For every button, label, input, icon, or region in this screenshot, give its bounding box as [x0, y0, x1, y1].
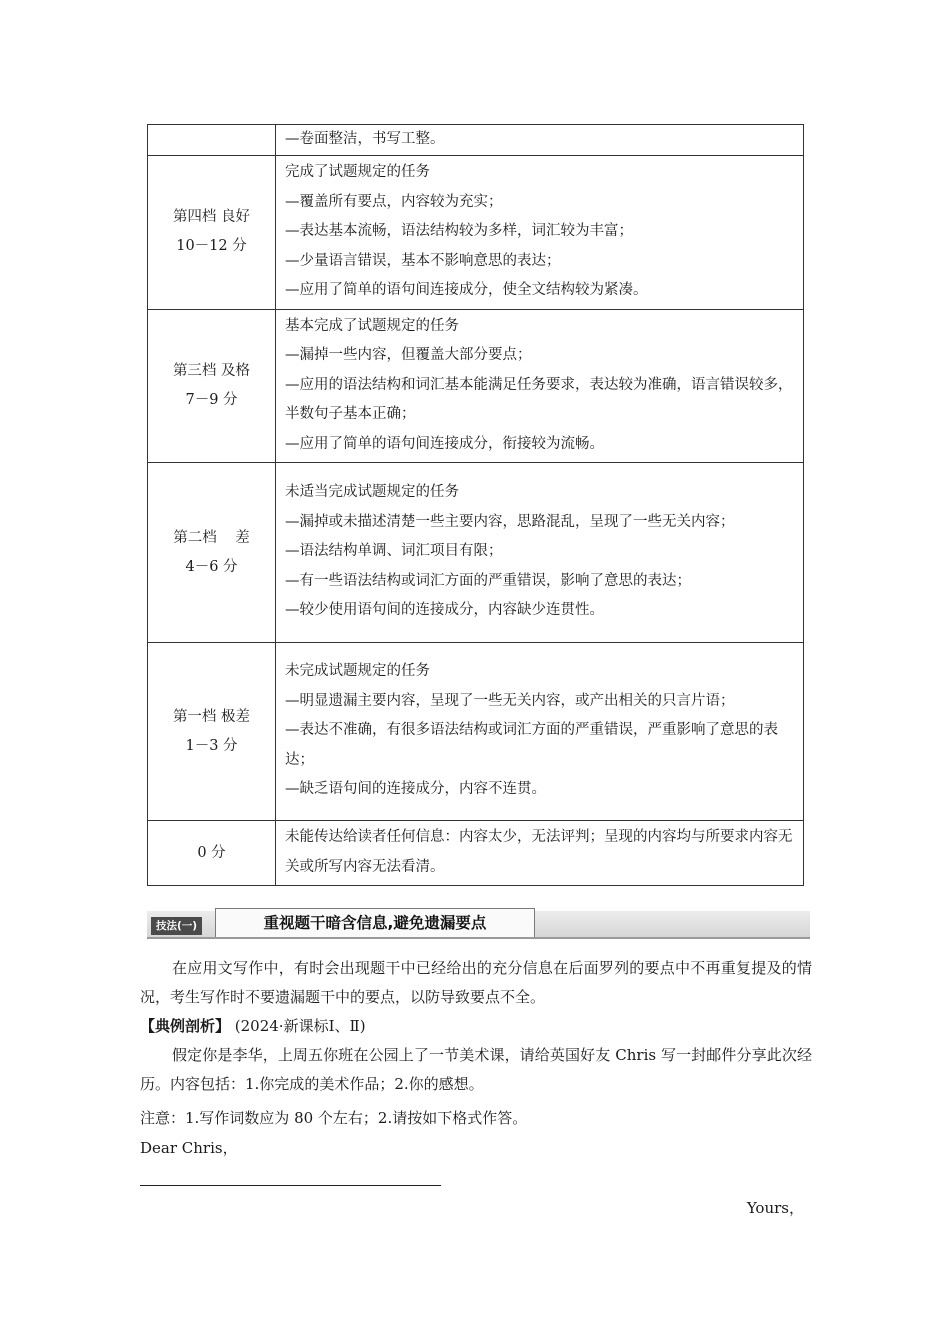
scoring-rubric-table	[147, 124, 804, 886]
rubric-line: —明显遗漏主要内容，呈现了一些无关内容，或产出相关的只言片语；	[285, 692, 735, 709]
rubric-level-cell	[148, 821, 276, 886]
example-source: (2024·新课标Ⅰ、Ⅱ)	[230, 1017, 366, 1035]
level-range: 4－6 分	[185, 558, 238, 575]
rubric-level-cell	[148, 463, 276, 643]
rubric-line: 完成了试题规定的任务	[285, 164, 430, 180]
rubric-row	[148, 643, 804, 821]
rubric-desc-cell	[276, 125, 804, 156]
section-banner	[147, 905, 810, 938]
rubric-line: —应用了简单的语句间连接成分，使全文结构较为紧凑。	[285, 282, 648, 298]
rubric-line: —表达基本流畅，语法结构较为多样，词汇较为丰富；	[285, 223, 633, 239]
rubric-level-cell	[148, 156, 276, 310]
rubric-row	[148, 156, 804, 310]
rubric-line: —缺乏语句间的连接成分，内容不连贯。	[285, 781, 546, 798]
rubric-line: —语法结构单调、词汇项目有限；	[285, 543, 503, 560]
level-range: 7－9 分	[185, 391, 238, 408]
rubric-line: 基本完成了试题规定的任务	[285, 317, 459, 334]
rubric-desc-cell	[276, 821, 804, 886]
rubric-line: —表达不准确，有很多语法结构或词汇方面的严重错误，严重影响了意思的表达；	[285, 722, 778, 768]
level-name: 第一档 极差	[172, 708, 251, 725]
rubric-level-cell	[148, 309, 276, 463]
rubric-row	[148, 821, 804, 886]
rubric-level-cell	[148, 125, 276, 156]
rubric-line: —有一些语法结构或词汇方面的严重错误，影响了意思的表达；	[285, 572, 691, 589]
rubric-desc-cell	[276, 643, 804, 821]
rubric-line: —少量语言错误，基本不影响意思的表达；	[285, 252, 561, 269]
level-name: 第二档 差	[173, 529, 250, 546]
rubric-row	[148, 309, 804, 463]
rubric-line: 未完成试题规定的任务	[285, 663, 430, 680]
level-name: 第三档 及格	[172, 362, 251, 379]
level-name: 第四档 良好	[172, 209, 251, 226]
level-name: 0 分	[197, 844, 226, 861]
rubric-line: —卷面整洁，书写工整。	[285, 131, 445, 148]
technique-tag: 技法(一)	[151, 917, 202, 935]
intro-paragraph: 在应用文写作中，有时会出现题干中已经给出的充分信息在后面罗列的要点中不再重复提及的情况，考生写作时不要遗漏题干中的要点，以防导致要点不全。	[140, 959, 812, 1006]
level-range: 1－3 分	[185, 737, 238, 754]
closing: Yours，	[746, 1199, 804, 1217]
rubric-line: —漏掉或未描述清楚一些主要内容，思路混乱，呈现了一些无关内容；	[285, 513, 735, 530]
rubric-line: —覆盖所有要点，内容较为充实；	[285, 193, 503, 210]
section-title: 重视题干暗含信息,避免遗漏要点	[215, 908, 535, 937]
example-heading	[140, 1012, 366, 1041]
rubric-level-cell	[148, 643, 276, 821]
level-range: 10－12 分	[176, 238, 247, 255]
rubric-row	[148, 125, 804, 156]
rubric-line: 未能传达给读者任何信息：内容太少，无法评判；呈现的内容均与所要求内容无关或所写内容无法看清。	[285, 829, 793, 875]
rubric-desc-cell	[276, 309, 804, 463]
rubric-line: —漏掉一些内容，但覆盖大部分要点；	[285, 347, 532, 363]
salutation: Dear Chris，	[140, 1139, 238, 1157]
writing-line	[140, 1185, 441, 1186]
rubric-line: —应用的语法结构和词汇基本能满足任务要求，表达较为准确，语言错误较多，半数句子基本正确；	[285, 376, 793, 422]
rubric-line: —较少使用语句间的连接成分，内容缺少连贯性。	[285, 602, 604, 619]
rubric-desc-cell	[276, 463, 804, 643]
example-label: 【典例剖析】	[140, 1017, 231, 1035]
task-paragraph: 假定你是李华，上周五你班在公园上了一节美术课，请给英国好友 Chris 写一封邮件分享此次经历。内容包括：1.你完成的美术作品；2.你的感想。	[140, 1046, 812, 1093]
rubric-row	[148, 463, 804, 643]
rubric-line: —应用了简单的语句间连接成分，衔接较为流畅。	[285, 435, 604, 452]
rubric-line: 未适当完成试题规定的任务	[285, 484, 459, 501]
note-line: 注意：1.写作词数应为 80 个左右；2.请按如下格式作答。	[140, 1109, 528, 1127]
rubric-desc-cell	[276, 156, 804, 310]
